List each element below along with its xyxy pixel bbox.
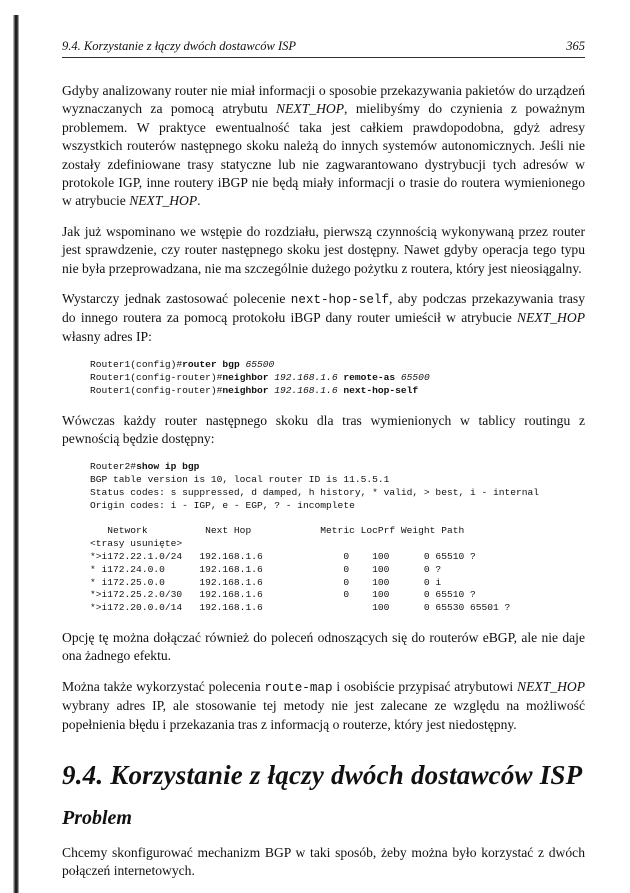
bgp-table-row: * i172.25.0.0 192.168.1.6 0 100 0 i — [90, 576, 442, 588]
paragraph-next-hop-problem — [62, 82, 585, 211]
bgp-table-row: * i172.24.0.0 192.168.1.6 0 100 0 ? — [90, 563, 442, 575]
code-argument: 65500 — [239, 359, 275, 371]
running-head-title: 9.4. Korzystanie z łączy dwóch dostawców ISP — [62, 39, 297, 53]
code-command: remote-as — [337, 372, 396, 384]
term-next-hop: NEXT_HOP — [517, 678, 586, 694]
text: Gdyby analizowany router nie miał informacji o sposobie przekazywania pakietów do urządzeń wyznaczanych za pomocą atrybutu — [62, 83, 585, 117]
term-next-hop: NEXT_HOP — [276, 101, 345, 117]
code-line — [90, 372, 430, 383]
paragraph-next-hop-self — [62, 290, 585, 346]
code-argument: 65500 — [395, 372, 430, 384]
paragraph-problem: Chcemy skonfigurować mechanizm BGP w taki sposób, żeby można było korzystać z dwóch połączeń internetowych. — [62, 845, 585, 879]
page-content — [62, 82, 585, 881]
code-command: next-hop-self — [337, 384, 419, 396]
subheading-problem: Problem — [62, 807, 132, 830]
term-next-hop: NEXT_HOP — [129, 193, 198, 209]
text: Wystarczy jednak zastosować polecenie — [62, 291, 291, 307]
code-prompt: Router2# — [90, 461, 137, 473]
term-next-hop: NEXT_HOP — [517, 310, 585, 326]
text: Można także wykorzystać polecenia — [62, 678, 265, 694]
bgp-table-header: Network Next Hop Metric LocPrf Weight Path — [90, 525, 465, 537]
running-head — [62, 37, 585, 58]
code-command: router bgp — [182, 359, 240, 371]
text: , aby podczas przekazywania trasy do innego routera za pomocą protokołu iBGP dany router umieścił w atrybucie — [62, 291, 585, 326]
text: wybrany adres IP, ale stosowanie tej metody nie jest zalecane ze względu na możliwość popełnienia błędu i przekazania tras z informacją o routerze, który jest niedostępny. — [62, 698, 585, 732]
bgp-table-row: *>i172.25.2.0/30 192.168.1.6 0 100 0 65510 ? — [90, 589, 476, 601]
code-prompt: Router1(config-router)# — [90, 372, 223, 384]
text: własny adres IP: — [62, 328, 152, 344]
bgp-table-row: *>i172.22.1.0/24 192.168.1.6 0 100 0 65510 ? — [90, 551, 476, 563]
code-line: <trasy usunięte> — [90, 538, 183, 550]
code-argument: 192.168.1.6 — [268, 384, 338, 396]
text: i osobiście przypisać atrybutowi — [332, 678, 518, 694]
paragraph-result: Wówczas każdy router następnego skoku dla tras wymienionych w tablicy routingu z pewnością będzie dostępny: — [62, 412, 585, 447]
code-block-show-ip-bgp — [62, 461, 585, 615]
code-line: BGP table version is 10, local router ID is 11.5.5.1 — [90, 474, 390, 486]
code-line — [90, 359, 274, 370]
code-command: show ip bgp — [136, 461, 200, 473]
page-number: 365 — [566, 39, 585, 53]
code-command: neighbor — [222, 372, 269, 384]
code-command: neighbor — [222, 384, 269, 396]
text: . — [197, 193, 201, 209]
text: , mielibyśmy do czynienia z poważnym problemem. W praktyce ewentualność taka jest całkiem prawdopodobna, gdyż adresy wszystkich routerów następnego skoku należą do innych systemów autonomicznych. Jeśli nie zostały zdefiniowane trasy statyczne lub nie zagwarantowano dystrybucji tych adresów w protokole IGP, inne routery iBGP nie będą miały informacji o trasie do routera wymienionego w atrybucie — [62, 101, 586, 209]
bgp-table-row: *>i172.20.0.0/14 192.168.1.6 100 0 65530 65501 ? — [90, 602, 511, 614]
code-prompt: Router1(config-router)# — [90, 384, 223, 396]
code-line: Status codes: s suppressed, d damped, h history, * valid, > best, i - internal — [90, 487, 540, 499]
code-argument: 192.168.1.6 — [268, 372, 338, 384]
section-heading: 9.4. Korzystanie z łączy dwóch dostawców ISP — [62, 760, 583, 791]
code-prompt: Router1(config)# — [90, 359, 183, 371]
code-line: Origin codes: i - IGP, e - EGP, ? - incomplete — [90, 499, 355, 511]
paragraph-ebgp-note: Opcję tę można dołączać również do poleceń odnoszących się do routerów eBGP, ale nie daje ona żadnego efektu. — [62, 630, 585, 664]
code-line — [90, 385, 418, 396]
inline-code: route-map — [264, 680, 333, 695]
inline-code: next-hop-self — [290, 293, 390, 308]
page-binding-shadow — [13, 15, 19, 893]
code-block-router1-config — [62, 359, 585, 397]
paragraph-reachability: Jak już wspominano we wstępie do rozdziału, pierwszą czynnością wykonywaną przez router jest sprawdzenie, czy router następnego skoku jest dostępny. Nawet gdyby operacja tego typu nie była przeprowadzana, nie ma szczególnie dużego pożytku z routera, który jest nieosiągalny. — [62, 223, 585, 276]
paragraph-route-map — [62, 678, 585, 734]
